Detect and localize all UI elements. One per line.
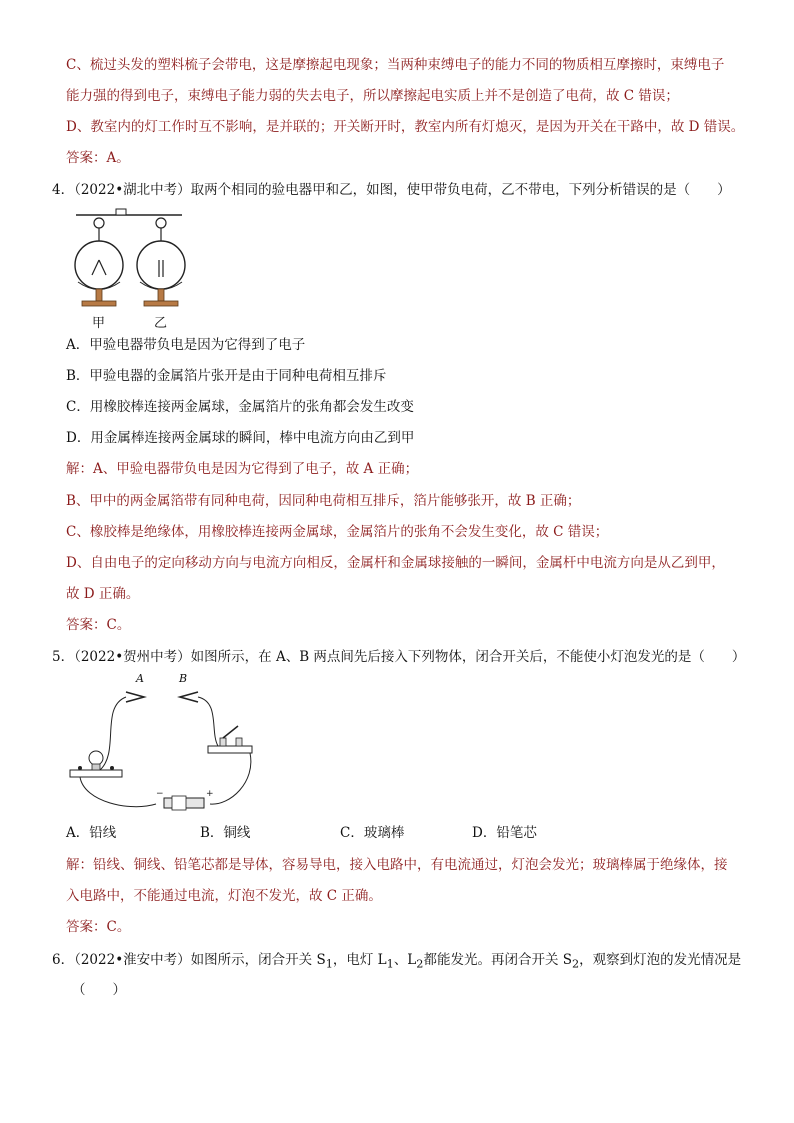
q5-answer: 答案：C。 — [66, 919, 131, 935]
q5-option-c: C．玻璃棒 — [340, 825, 405, 841]
q4-option-c: C．用橡胶棒连接两金属球，金属箔片的张角都会发生改变 — [66, 399, 414, 415]
q6-sub-l1: 1 — [386, 957, 394, 971]
q4-solution-line5: 故 D 正确。 — [66, 586, 140, 602]
q5-label-b: B — [179, 672, 188, 685]
q6-stem-part-d: 都能发光。再闭合开关 S — [423, 952, 572, 968]
q4-option-d: D．用金属棒连接两金属球的瞬间，棒中电流方向由乙到甲 — [66, 430, 415, 446]
prev-solution-c-line1: C、梳过头发的塑料梳子会带电，这是摩擦起电现象；当两种束缚电子的能力不同的物质相互摩擦时，束缚电子 — [66, 57, 725, 73]
q6-stem-part-e: ，观察到灯泡的发光情况是 — [579, 952, 742, 968]
q5-stem: 5．（2022•贺州中考）如图所示，在 A、B 两点间先后接入下列物体，闭合开关后，不能使小灯泡发光的是（ ） — [52, 649, 746, 665]
q4-stem: 4．（2022•湖北中考）取两个相同的验电器甲和乙，如图，使甲带负电荷，乙不带电，下列分析错误的是（ ） — [52, 182, 731, 198]
prev-answer: 答案：A。 — [66, 150, 130, 166]
q6-stem — [52, 950, 741, 975]
q4-label-jia: 甲 — [92, 316, 106, 331]
q6-stem-part-a: 6．（2022•淮安中考）如图所示，闭合开关 S — [52, 952, 326, 968]
q5-solution-line2: 入电路中，不能通过电流，灯泡不发光，故 C 正确。 — [66, 888, 382, 904]
q6-stem-part-b: ，电灯 L — [332, 952, 387, 968]
q4-answer: 答案：C。 — [66, 617, 131, 633]
q4-solution-line2: B、甲中的两金属箔带有同种电荷，因同种电荷相互排斥，箔片能够张开，故 B 正确； — [66, 493, 581, 509]
q4-solution-line4: D、自由电子的定向移动方向与电流方向相反，金属杆和金属球接触的一瞬间，金属杆中电流方向是从乙到甲， — [66, 555, 725, 571]
q5-option-b: B．铜线 — [200, 825, 251, 841]
q6-sub-l2: 2 — [416, 957, 424, 971]
q5-option-d: D．铅笔芯 — [472, 825, 537, 841]
q6-stem-part-c: 、L — [393, 952, 417, 968]
q5-label-a: A — [136, 672, 144, 685]
prev-solution-c-line2: 能力强的得到电子，束缚电子能力弱的失去电子，所以摩擦起电实质上并不是创造了电荷，故 C 错误； — [66, 88, 679, 104]
q4-solution-line1: 解：A、甲验电器带负电是因为它得到了电子，故 A 正确； — [66, 461, 419, 477]
q5-solution-line1: 解：铅线、铜线、铅笔芯都是导体，容易导电，接入电路中，有电流通过，灯泡会发光；玻璃棒属于绝缘体，接 — [66, 857, 728, 873]
q6-sub-s2: 2 — [572, 957, 580, 971]
q6-sub-s1: 1 — [325, 957, 333, 971]
q5-option-a: A．铅线 — [66, 825, 117, 841]
q4-label-yi: 乙 — [154, 316, 168, 331]
q4-solution-line3: C、橡胶棒是绝缘体，用橡胶棒连接两金属球，金属箔片的张角不会发生变化，故 C 错误； — [66, 524, 609, 540]
prev-solution-d-line: D、教室内的灯工作时互不影响，是并联的；开关断开时，教室内所有灯熄灭，是因为开关在干路中，故 D 错误。 — [66, 119, 745, 135]
q6-stem-line2: （ ） — [72, 982, 126, 998]
q5-circuit-figure — [60, 672, 260, 812]
svg-text:+: + — [206, 789, 214, 799]
q4-option-b: B．甲验电器的金属箔片张开是由于同种电荷相互排斥 — [66, 368, 387, 384]
q4-option-a: A．甲验电器带负电是因为它得到了电子 — [66, 337, 306, 353]
svg-text:−: − — [156, 789, 164, 799]
q4-electroscope-figure — [64, 205, 194, 315]
